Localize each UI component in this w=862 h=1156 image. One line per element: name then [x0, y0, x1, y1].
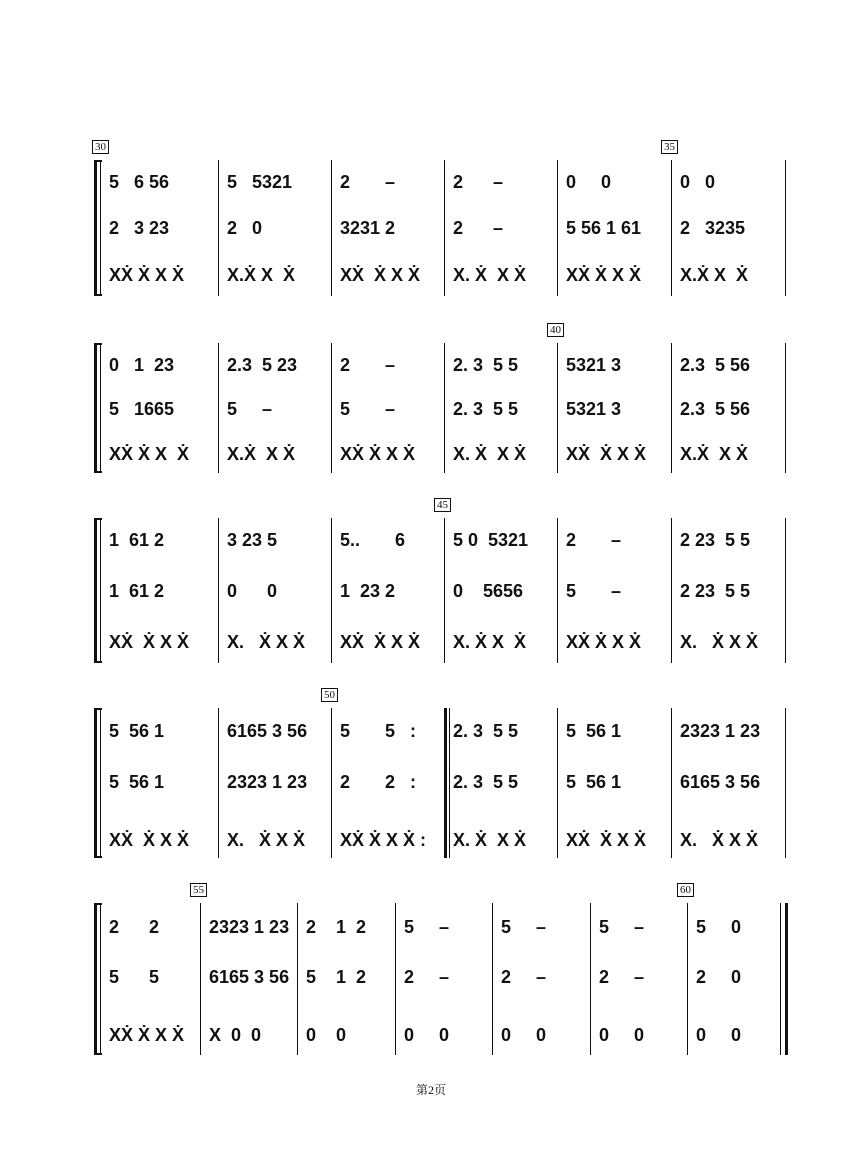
part-harmony: 5 5 [109, 967, 160, 987]
measure-number: 60 [677, 883, 694, 897]
measure [444, 708, 557, 858]
part-harmony: 2 – [599, 967, 645, 987]
measure [664, 141, 785, 296]
part-percussion: XẊ Ẋ X Ẋ [109, 265, 185, 285]
measure [331, 518, 444, 663]
part-harmony: 0 0 [227, 581, 278, 601]
measure [444, 343, 557, 473]
part-melody: 0 1 23 [109, 355, 175, 375]
part-percussion: 0 0 [599, 1025, 645, 1045]
part-melody: 3 23 5 [227, 530, 278, 550]
part-harmony: 2 3235 [680, 218, 746, 238]
part-melody: 5 56 1 [109, 721, 165, 741]
part-percussion: XẊ Ẋ X Ẋ : [340, 830, 427, 850]
part-harmony: 6165 3 56 [209, 967, 290, 987]
part-harmony: 5 1 2 [306, 967, 367, 987]
part-harmony: 5 56 1 [109, 772, 165, 792]
part-melody: 6165 3 56 [227, 721, 308, 741]
part-harmony: 2. 3 5 5 [453, 399, 519, 419]
part-percussion: XẊ Ẋ X Ẋ [109, 444, 190, 464]
part-percussion: X.Ẋ X Ẋ [680, 444, 749, 464]
measure [437, 499, 557, 663]
part-percussion: X. Ẋ X Ẋ [227, 632, 306, 652]
part-harmony: 2 0 [227, 218, 263, 238]
part-percussion: X.Ẋ X Ẋ [227, 265, 296, 285]
measure [671, 343, 785, 473]
part-melody: 0 0 [680, 172, 716, 192]
part-percussion: XẊ Ẋ X Ẋ [340, 265, 421, 285]
barline [785, 708, 786, 858]
part-percussion: XẊ Ẋ X Ẋ [109, 632, 190, 652]
measure [100, 518, 218, 663]
part-percussion: X. Ẋ X Ẋ [680, 830, 759, 850]
part-melody: 5 – [501, 917, 547, 937]
part-melody: 2 1 2 [306, 917, 367, 937]
part-melody: 2 – [340, 172, 396, 192]
part-melody: 2.3 5 56 [680, 355, 751, 375]
part-percussion: 0 0 [404, 1025, 450, 1045]
measure-number: 40 [547, 323, 564, 337]
part-melody: 5 0 5321 [453, 530, 529, 550]
measure [218, 160, 331, 296]
part-harmony: 2 3 23 [109, 218, 170, 238]
measure-number: 55 [190, 883, 207, 897]
measure [95, 141, 218, 296]
part-percussion: 0 0 [306, 1025, 347, 1045]
part-harmony: 0 5656 [453, 581, 524, 601]
part-harmony: 5 – [566, 581, 622, 601]
part-harmony: 5321 3 [566, 399, 622, 419]
score-system [0, 141, 862, 296]
measure [557, 160, 671, 296]
measure [218, 708, 331, 858]
part-percussion: X. Ẋ X Ẋ [453, 830, 527, 850]
part-percussion: XẊ Ẋ X Ẋ [109, 830, 190, 850]
measure [193, 884, 297, 1055]
part-percussion: X. Ẋ X Ẋ [453, 265, 527, 285]
part-melody: 2. 3 5 5 [453, 355, 519, 375]
part-melody: 2 23 5 5 [680, 530, 751, 550]
measure [100, 343, 218, 473]
barline [785, 903, 788, 1055]
part-melody: 5.. 6 [340, 530, 406, 550]
part-melody: 2.3 5 23 [227, 355, 298, 375]
part-harmony: 2 0 [696, 967, 742, 987]
part-harmony: 2.3 5 56 [680, 399, 751, 419]
measure [297, 903, 395, 1055]
measure [671, 518, 785, 663]
part-harmony: 1 61 2 [109, 581, 165, 601]
part-percussion: X. Ẋ X Ẋ [453, 632, 527, 652]
barline [785, 160, 786, 296]
part-harmony: 5 1665 [109, 399, 175, 419]
part-melody: 5 5321 [227, 172, 293, 192]
part-harmony: 5 – [340, 399, 396, 419]
part-melody: 5 – [404, 917, 450, 937]
part-percussion: X. Ẋ X Ẋ [680, 632, 759, 652]
part-percussion: X. Ẋ X Ẋ [453, 444, 527, 464]
part-melody: 2 – [453, 172, 504, 192]
part-harmony: 1 23 2 [340, 581, 396, 601]
measure [671, 708, 785, 858]
measure [218, 518, 331, 663]
measure [680, 884, 785, 1055]
measure [324, 689, 444, 858]
part-harmony: 5 56 1 61 [566, 218, 642, 238]
measure [492, 903, 590, 1055]
measure [331, 343, 444, 473]
barline [785, 343, 786, 473]
part-harmony: 2 – [404, 967, 450, 987]
part-percussion: XẊ Ẋ X Ẋ [566, 444, 647, 464]
part-harmony: 2323 1 23 [227, 772, 308, 792]
measure [590, 903, 687, 1055]
part-melody: 2 – [340, 355, 396, 375]
measure [100, 708, 218, 858]
part-percussion: X. Ẋ X Ẋ [227, 830, 306, 850]
score-system [0, 499, 862, 663]
part-percussion: XẊ Ẋ X Ẋ [340, 632, 421, 652]
part-harmony: 3231 2 [340, 218, 396, 238]
part-melody: 2 2 [109, 917, 160, 937]
measure [444, 160, 557, 296]
score-system [0, 689, 862, 858]
measure-number: 50 [321, 688, 338, 702]
part-harmony: 2 2 : [340, 772, 417, 792]
part-melody: 2323 1 23 [209, 917, 290, 937]
part-melody: 2. 3 5 5 [453, 721, 519, 741]
measure-number: 45 [434, 498, 451, 512]
part-harmony: 5 – [227, 399, 273, 419]
part-melody: 5321 3 [566, 355, 622, 375]
part-percussion: X.Ẋ X Ẋ [227, 444, 296, 464]
measure [557, 708, 671, 858]
part-harmony: 2 – [501, 967, 547, 987]
measure [550, 324, 671, 473]
measure [218, 343, 331, 473]
part-percussion: X.Ẋ X Ẋ [680, 265, 749, 285]
part-percussion: 0 0 [696, 1025, 742, 1045]
part-melody: 0 0 [566, 172, 612, 192]
part-melody: 5 6 56 [109, 172, 170, 192]
score-system [0, 884, 862, 1055]
part-percussion: X 0 0 [209, 1025, 262, 1045]
part-percussion: XẊ Ẋ X Ẋ [566, 632, 642, 652]
part-percussion: XẊ Ẋ X Ẋ [566, 265, 642, 285]
barline [785, 518, 786, 663]
page-number: 第2页 [415, 1083, 446, 1097]
part-melody: 2323 1 23 [680, 721, 761, 741]
part-harmony: 2 – [453, 218, 504, 238]
part-percussion: 0 0 [501, 1025, 547, 1045]
measure-number: 30 [92, 140, 109, 154]
part-melody: 5 5 : [340, 721, 417, 741]
part-harmony: 2. 3 5 5 [453, 772, 519, 792]
part-melody: 5 56 1 [566, 721, 622, 741]
part-harmony: 5 56 1 [566, 772, 622, 792]
measure [100, 903, 200, 1055]
part-melody: 1 61 2 [109, 530, 165, 550]
score-system [0, 324, 862, 473]
measure-number: 35 [661, 140, 678, 154]
part-percussion: XẊ Ẋ X Ẋ [340, 444, 416, 464]
part-harmony: 6165 3 56 [680, 772, 761, 792]
part-percussion: XẊ Ẋ X Ẋ [566, 830, 647, 850]
measure [331, 160, 444, 296]
part-percussion: XẊ Ẋ X Ẋ [109, 1025, 185, 1045]
part-melody: 2 – [566, 530, 622, 550]
measure [395, 903, 492, 1055]
part-harmony: 2 23 5 5 [680, 581, 751, 601]
part-melody: 5 0 [696, 917, 742, 937]
measure [557, 518, 671, 663]
part-melody: 5 – [599, 917, 645, 937]
